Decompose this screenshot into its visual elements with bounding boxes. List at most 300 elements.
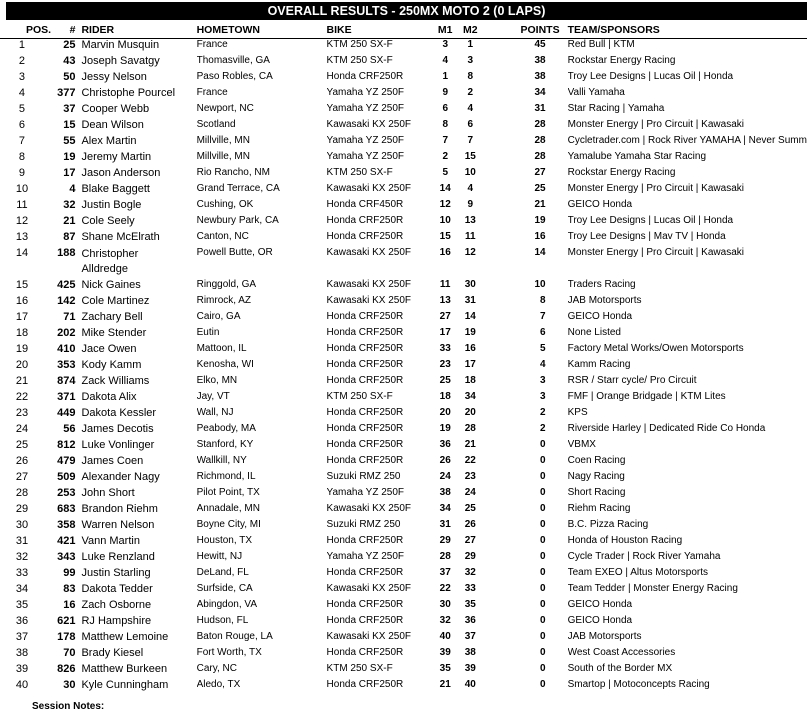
row-bike: Suzuki RMZ 250 xyxy=(326,471,401,482)
row-hometown: Kenosha, WI xyxy=(196,359,254,370)
row-rider: Jeremy Martin xyxy=(81,151,152,163)
table-row xyxy=(0,279,807,295)
row-points: 8 xyxy=(540,295,546,306)
row-m1: 10 xyxy=(439,215,451,226)
row-bike: Honda CRF250R xyxy=(326,615,404,626)
row-m1: 1 xyxy=(442,71,448,82)
row-pos: 12 xyxy=(15,215,29,227)
table-row xyxy=(0,343,807,359)
row-bike: Yamaha YZ 250F xyxy=(326,551,404,562)
row-points: 0 xyxy=(540,519,546,530)
row-pos: 40 xyxy=(15,679,29,691)
row-m1: 13 xyxy=(439,295,451,306)
row-m1: 17 xyxy=(439,327,451,338)
row-pos: 36 xyxy=(15,615,29,627)
row-hometown: Powell Butte, OR xyxy=(196,247,273,258)
row-hometown: Abingdon, VA xyxy=(196,599,258,610)
row-points: 0 xyxy=(540,551,546,562)
row-team: South of the Border MX xyxy=(567,663,673,674)
row-hometown: Hewitt, NJ xyxy=(196,551,243,562)
row-m1: 34 xyxy=(439,503,451,514)
row-number: 70 xyxy=(63,647,76,659)
row-number: 99 xyxy=(63,567,76,579)
row-m1: 26 xyxy=(439,455,451,466)
row-number: 55 xyxy=(63,135,76,147)
row-number: 87 xyxy=(63,231,76,243)
row-hometown: Annadale, MN xyxy=(196,503,260,514)
row-number: 874 xyxy=(57,375,76,387)
row-team: JAB Motorsports xyxy=(567,295,642,306)
row-m1: 18 xyxy=(439,391,451,402)
row-hometown: Mattoon, IL xyxy=(196,343,247,354)
row-bike: Yamaha YZ 250F xyxy=(326,151,404,162)
row-team: Riehm Racing xyxy=(567,503,631,514)
row-m2: 33 xyxy=(464,583,476,594)
row-points: 3 xyxy=(540,391,546,402)
row-rider: Luke Renzland xyxy=(81,551,155,563)
row-hometown: DeLand, FL xyxy=(196,567,249,578)
row-pos: 39 xyxy=(15,663,29,675)
row-team: Honda of Houston Racing xyxy=(567,535,683,546)
row-m2: 32 xyxy=(464,567,476,578)
row-pos: 22 xyxy=(15,391,29,403)
row-team: Troy Lee Designs | Lucas Oil | Honda xyxy=(567,215,734,226)
row-points: 0 xyxy=(540,599,546,610)
row-pos: 37 xyxy=(15,631,29,643)
table-row xyxy=(0,71,807,87)
row-points: 38 xyxy=(534,55,546,66)
row-points: 0 xyxy=(540,567,546,578)
row-m2: 31 xyxy=(464,295,476,306)
row-team: Factory Metal Works/Owen Motorsports xyxy=(567,343,744,354)
row-bike: KTM 250 SX-F xyxy=(326,167,393,178)
row-m2: 21 xyxy=(464,439,476,450)
row-m1: 23 xyxy=(439,359,451,370)
row-pos: 17 xyxy=(15,311,29,323)
row-points: 5 xyxy=(540,343,546,354)
row-points: 28 xyxy=(534,119,546,130)
row-number: 683 xyxy=(57,503,76,515)
row-pos: 34 xyxy=(15,583,29,595)
table-row xyxy=(0,295,807,311)
results-title: OVERALL RESULTS - 250MX MOTO 2 (0 LAPS) xyxy=(6,2,807,20)
row-m2: 18 xyxy=(464,375,476,386)
row-pos: 5 xyxy=(18,103,26,115)
row-hometown: Paso Robles, CA xyxy=(196,71,273,82)
row-points: 0 xyxy=(540,503,546,514)
row-hometown: Pilot Point, TX xyxy=(196,487,260,498)
row-m1: 9 xyxy=(442,87,448,98)
row-bike: Kawasaki KX 250F xyxy=(326,183,412,194)
row-m1: 16 xyxy=(439,247,451,258)
row-points: 0 xyxy=(540,583,546,594)
row-pos: 19 xyxy=(15,343,29,355)
row-m1: 24 xyxy=(439,471,451,482)
row-hometown: Eutin xyxy=(196,327,220,338)
row-team: Red Bull | KTM xyxy=(567,39,635,50)
row-m1: 7 xyxy=(442,135,448,146)
row-points: 0 xyxy=(540,455,546,466)
table-row xyxy=(0,679,807,695)
table-row xyxy=(0,599,807,615)
row-points: 28 xyxy=(534,151,546,162)
row-bike: Kawasaki KX 250F xyxy=(326,631,412,642)
row-rider: Matthew Burkeen xyxy=(81,663,168,675)
row-m1: 37 xyxy=(439,567,451,578)
row-hometown: Elko, MN xyxy=(196,375,238,386)
row-rider: John Short xyxy=(81,487,135,499)
row-rider: James Coen xyxy=(81,455,144,467)
row-m2: 9 xyxy=(467,199,474,210)
table-row xyxy=(0,391,807,407)
row-bike: Suzuki RMZ 250 xyxy=(326,519,401,530)
row-rider: Alexander Nagy xyxy=(81,471,160,483)
row-points: 0 xyxy=(540,647,546,658)
row-points: 10 xyxy=(534,279,546,290)
row-number: 509 xyxy=(57,471,76,483)
row-team: Monster Energy | Pro Circuit | Kawasaki xyxy=(567,247,744,258)
row-rider: Warren Nelson xyxy=(81,519,155,531)
row-m2: 12 xyxy=(464,247,476,258)
row-m1: 29 xyxy=(439,535,451,546)
col-num: # xyxy=(52,22,82,39)
row-rider: Dakota Tedder xyxy=(81,583,153,595)
row-number: 178 xyxy=(57,631,76,643)
table-row xyxy=(0,583,807,599)
row-points: 7 xyxy=(540,311,546,322)
row-team: B.C. Pizza Racing xyxy=(567,519,649,530)
row-team: GEICO Honda xyxy=(567,599,633,610)
row-m1: 4 xyxy=(442,55,448,66)
row-points: 16 xyxy=(534,231,546,242)
row-number: 826 xyxy=(57,663,76,675)
row-team: GEICO Honda xyxy=(567,311,633,322)
table-row xyxy=(0,535,807,551)
row-rider: Kody Kamm xyxy=(81,359,142,371)
row-team: KPS xyxy=(567,407,588,418)
row-m1: 30 xyxy=(439,599,451,610)
row-pos: 38 xyxy=(15,647,29,659)
row-number: 410 xyxy=(57,343,76,355)
row-number: 479 xyxy=(57,455,76,467)
row-team: Nagy Racing xyxy=(567,471,625,482)
row-number: 253 xyxy=(57,487,76,499)
row-rider: Alex Martin xyxy=(81,135,137,147)
row-points: 38 xyxy=(534,71,546,82)
table-row xyxy=(0,551,807,567)
row-points: 0 xyxy=(540,439,546,450)
row-m1: 25 xyxy=(439,375,451,386)
table-row xyxy=(0,199,807,215)
row-bike: Yamaha YZ 250F xyxy=(326,487,404,498)
row-m2: 23 xyxy=(464,471,476,482)
row-m1: 3 xyxy=(442,39,448,50)
row-points: 34 xyxy=(534,87,546,98)
row-team: Traders Racing xyxy=(567,279,636,290)
row-m1: 21 xyxy=(439,679,451,690)
row-team: VBMX xyxy=(567,439,596,450)
row-hometown: Ringgold, GA xyxy=(196,279,257,290)
row-team: Cycletrader.com | Rock River YAMAHA | Never Summ xyxy=(567,135,807,146)
row-hometown: Thomasville, GA xyxy=(196,55,270,66)
row-points: 21 xyxy=(534,199,546,210)
col-pos: POS. xyxy=(0,22,52,39)
table-row xyxy=(0,471,807,487)
row-points: 19 xyxy=(534,215,546,226)
row-m1: 28 xyxy=(439,551,451,562)
row-team: Valli Yamaha xyxy=(567,87,625,98)
row-m2: 16 xyxy=(464,343,476,354)
row-number: 353 xyxy=(57,359,76,371)
row-hometown: Boyne City, MI xyxy=(196,519,261,530)
row-team: None Listed xyxy=(567,327,621,338)
row-rider: Nick Gaines xyxy=(81,279,141,291)
row-points: 27 xyxy=(534,167,546,178)
table-row xyxy=(0,407,807,423)
row-m1: 12 xyxy=(439,199,451,210)
row-rider: Luke Vonlinger xyxy=(81,439,155,451)
table-row xyxy=(0,455,807,471)
row-hometown: Baton Rouge, LA xyxy=(196,631,273,642)
row-team: Rockstar Energy Racing xyxy=(567,55,676,66)
row-team: Star Racing | Yamaha xyxy=(567,103,665,114)
row-number: 202 xyxy=(57,327,76,339)
row-m2: 6 xyxy=(467,119,474,130)
row-team: Troy Lee Designs | Mav TV | Honda xyxy=(567,231,726,242)
row-bike: Honda CRF250R xyxy=(326,599,404,610)
row-bike: Honda CRF250R xyxy=(326,535,404,546)
col-team: TEAM/SPONSORS xyxy=(568,22,807,39)
row-rider: Shane McElrath xyxy=(81,231,160,243)
row-m2: 35 xyxy=(464,599,476,610)
row-pos: 28 xyxy=(15,487,29,499)
row-pos: 29 xyxy=(15,503,29,515)
session-notes-label: Session Notes: xyxy=(32,701,105,712)
row-bike: Honda CRF250R xyxy=(326,439,404,450)
row-bike: Honda CRF250R xyxy=(326,311,404,322)
table-row xyxy=(0,615,807,631)
row-rider xyxy=(81,247,196,279)
row-rider: Vann Martin xyxy=(81,535,140,547)
row-m2: 17 xyxy=(464,359,476,370)
row-hometown: Grand Terrace, CA xyxy=(196,183,280,194)
row-number: 43 xyxy=(63,55,76,67)
row-bike: Yamaha YZ 250F xyxy=(326,103,404,114)
row-bike: KTM 250 SX-F xyxy=(326,39,393,50)
row-rider: Dakota Kessler xyxy=(81,407,157,419)
row-number: 30 xyxy=(63,679,76,691)
row-m1: 39 xyxy=(439,647,451,658)
table-row xyxy=(0,119,807,135)
row-rider: Jace Owen xyxy=(81,343,137,355)
table-row xyxy=(0,215,807,231)
row-m2: 8 xyxy=(467,71,474,82)
row-pos: 13 xyxy=(15,231,29,243)
row-m2: 11 xyxy=(465,231,476,242)
row-rider: Marvin Musquin xyxy=(81,39,160,51)
row-pos: 25 xyxy=(15,439,29,451)
row-bike: Honda CRF250R xyxy=(326,231,404,242)
row-team: Riverside Harley | Dedicated Ride Co Honda xyxy=(567,423,766,434)
table-row xyxy=(0,167,807,183)
row-number: 358 xyxy=(57,519,76,531)
row-pos: 7 xyxy=(18,135,26,147)
row-pos: 30 xyxy=(15,519,29,531)
row-m2: 22 xyxy=(464,455,476,466)
table-row xyxy=(0,359,807,375)
row-bike: Honda CRF450R xyxy=(326,199,404,210)
row-rider: Jessy Nelson xyxy=(81,71,147,83)
row-bike: Honda CRF250R xyxy=(326,679,404,690)
row-hometown: Aledo, TX xyxy=(196,679,241,690)
row-points: 0 xyxy=(540,663,546,674)
row-m1: 20 xyxy=(439,407,451,418)
row-m1: 31 xyxy=(439,519,451,530)
row-number: 37 xyxy=(63,103,76,115)
row-m2: 28 xyxy=(464,423,476,434)
row-hometown: Millville, MN xyxy=(196,135,250,146)
row-hometown: Rio Rancho, NM xyxy=(196,167,270,178)
row-m1: 11 xyxy=(439,279,451,290)
row-pos: 15 xyxy=(15,279,29,291)
row-team: Yamalube Yamaha Star Racing xyxy=(567,151,707,162)
table-row xyxy=(0,375,807,391)
row-team: Monster Energy | Pro Circuit | Kawasaki xyxy=(567,183,744,194)
table-row xyxy=(0,647,807,663)
row-m2: 26 xyxy=(464,519,476,530)
row-rider: Brady Kiesel xyxy=(81,647,144,659)
row-number: 21 xyxy=(63,215,76,227)
row-m2: 39 xyxy=(464,663,476,674)
row-number: 25 xyxy=(63,39,76,51)
row-m2: 34 xyxy=(464,391,476,402)
row-team: Team Tedder | Monster Energy Racing xyxy=(567,583,738,594)
row-bike: Honda CRF250R xyxy=(326,423,404,434)
table-row xyxy=(0,247,807,279)
row-team: JAB Motorsports xyxy=(567,631,642,642)
row-pos: 33 xyxy=(15,567,29,579)
row-rider: Matthew Lemoine xyxy=(81,631,169,643)
row-m1: 32 xyxy=(439,615,451,626)
row-bike: KTM 250 SX-F xyxy=(326,391,393,402)
row-points: 6 xyxy=(540,327,546,338)
row-pos: 8 xyxy=(18,151,26,163)
table-row xyxy=(0,423,807,439)
row-number: 17 xyxy=(63,167,76,179)
row-hometown: Wallkill, NY xyxy=(196,455,247,466)
table-row xyxy=(0,519,807,535)
row-rider: Mike Stender xyxy=(81,327,147,339)
row-rider: Dakota Alix xyxy=(81,391,137,403)
row-bike: Honda CRF250R xyxy=(326,567,404,578)
row-m1: 35 xyxy=(439,663,451,674)
row-bike: Honda CRF250R xyxy=(326,647,404,658)
row-m2: 15 xyxy=(464,151,476,162)
row-hometown: Peabody, MA xyxy=(196,423,256,434)
row-rider: Cole Seely xyxy=(81,215,135,227)
row-number: 812 xyxy=(57,439,76,451)
row-number: 83 xyxy=(63,583,76,595)
row-rider: Blake Baggett xyxy=(81,183,150,195)
row-points: 0 xyxy=(540,615,546,626)
row-pos: 21 xyxy=(15,375,29,387)
row-m2: 7 xyxy=(467,135,474,146)
table-row xyxy=(0,663,807,679)
row-m1: 27 xyxy=(439,311,451,322)
row-m2: 30 xyxy=(464,279,476,290)
row-team: West Coast Accessories xyxy=(567,647,676,658)
row-m2: 4 xyxy=(467,183,474,194)
col-m2: M2 xyxy=(458,22,483,39)
row-bike: Kawasaki KX 250F xyxy=(326,583,412,594)
row-rider: James Decotis xyxy=(81,423,154,435)
row-hometown: Hudson, FL xyxy=(196,615,249,626)
row-points: 0 xyxy=(540,679,546,690)
row-m1: 15 xyxy=(439,231,451,242)
row-pos: 10 xyxy=(15,183,29,195)
row-rider-text: Christopher Alldredge xyxy=(81,248,139,275)
table-row xyxy=(0,39,807,56)
row-pos: 24 xyxy=(15,423,29,435)
row-team: Short Racing xyxy=(567,487,626,498)
row-team: Coen Racing xyxy=(567,455,626,466)
row-points: 31 xyxy=(534,103,546,114)
row-pos: 20 xyxy=(15,359,29,371)
row-bike: Yamaha YZ 250F xyxy=(326,135,404,146)
row-hometown: Rimrock, AZ xyxy=(196,295,252,306)
row-pos: 9 xyxy=(18,167,26,179)
row-pos: 35 xyxy=(15,599,29,611)
row-points: 0 xyxy=(540,487,546,498)
row-hometown: Cary, NC xyxy=(196,663,237,674)
row-points: 0 xyxy=(540,471,546,482)
row-rider: Justin Bogle xyxy=(81,199,142,211)
row-hometown: Canton, NC xyxy=(196,231,249,242)
row-number: 343 xyxy=(57,551,76,563)
table-row xyxy=(0,151,807,167)
row-rider: Dean Wilson xyxy=(81,119,144,131)
row-hometown: Cairo, GA xyxy=(196,311,241,322)
table-row xyxy=(0,487,807,503)
row-bike: Honda CRF250R xyxy=(326,455,404,466)
row-number: 16 xyxy=(63,599,76,611)
row-number: 188 xyxy=(57,247,76,259)
row-m2: 14 xyxy=(464,311,476,322)
row-hometown: Wall, NJ xyxy=(196,407,234,418)
row-m2: 1 xyxy=(467,39,474,50)
row-team: FMF | Orange Bridgade | KTM Lites xyxy=(567,391,726,402)
row-rider: Zack Williams xyxy=(81,375,150,387)
row-bike: Kawasaki KX 250F xyxy=(326,119,412,130)
row-team: GEICO Honda xyxy=(567,199,633,210)
row-rider: Zachary Bell xyxy=(81,311,143,323)
row-hometown: Surfside, CA xyxy=(196,583,253,594)
row-bike: KTM 250 SX-F xyxy=(326,663,393,674)
row-m1: 33 xyxy=(439,343,451,354)
row-points: 2 xyxy=(540,423,546,434)
row-points: 4 xyxy=(540,359,546,370)
row-rider: Zach Osborne xyxy=(81,599,152,611)
row-m2: 19 xyxy=(464,327,476,338)
header-row xyxy=(0,22,807,39)
table-row xyxy=(0,311,807,327)
row-bike: Kawasaki KX 250F xyxy=(326,295,412,306)
row-rider: Cole Martinez xyxy=(81,295,150,307)
row-team: Kamm Racing xyxy=(567,359,631,370)
row-bike: Kawasaki KX 250F xyxy=(326,247,412,258)
row-hometown: Millville, MN xyxy=(196,151,250,162)
row-m2: 13 xyxy=(464,215,476,226)
